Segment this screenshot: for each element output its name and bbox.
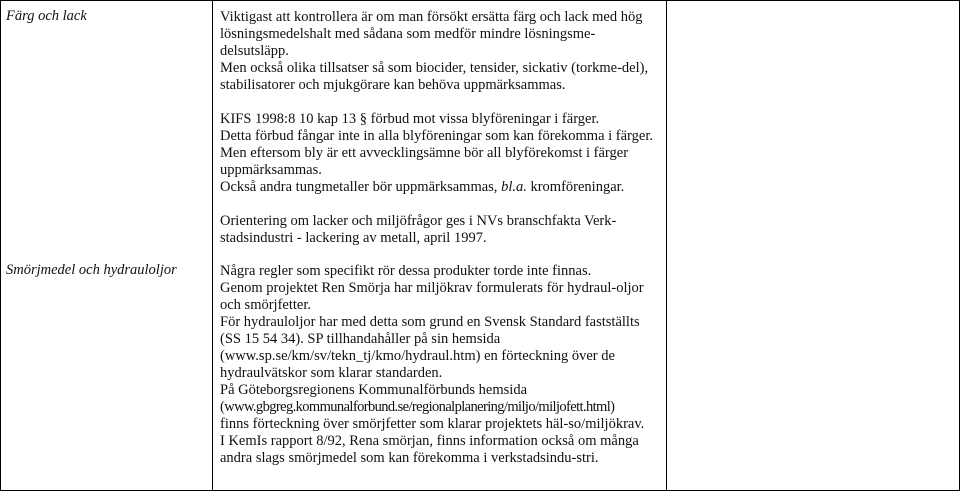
paint-para-6 bbox=[220, 179, 660, 196]
table-border-top bbox=[0, 0, 960, 1]
category-paint-lacquer: Färg och lack bbox=[6, 8, 87, 24]
paint-para-1: Viktigast att kontrollera är om man försökt ersätta färg och lack med hög lösningsmedelshalt med sådana som medför mindre lösningsme-delsutsläpp. bbox=[220, 9, 643, 59]
column-divider-1 bbox=[212, 0, 213, 491]
lubricants-para-3: För hydrauloljor har med detta som grund en Svensk Standard fastställts (SS 15 54 34). SP tillhandahåller på sin hemsida (www.sp.se/km/sv/tekn_tj/kmo/hydraul.htm) en förteckning över de hydraulvätskor som klarar standarden. bbox=[220, 314, 640, 381]
table-border-left bbox=[0, 0, 1, 491]
paint-para-4: Detta förbud fångar inte in alla blyföreningar som kan förekomma i färger. bbox=[220, 128, 653, 144]
category-lubricants-hydraulic-oils: Smörjmedel och hydrauloljor bbox=[6, 262, 177, 278]
paint-para-3: KIFS 1998:8 10 kap 13 § förbud mot vissa blyföreningar i färger. bbox=[220, 111, 600, 127]
paint-para-2: Men också olika tillsatser så som biocider, tensider, sickativ (torkme-del), stabilisatorer och mjukgörare kan behöva uppmärksammas. bbox=[220, 60, 649, 93]
paint-para-6-em: bl.a. bbox=[501, 179, 527, 195]
lubricants-para-4-url: (www.gbgreg.kommunalforbund.se/regionalplanering/miljo/miljofett.html) bbox=[220, 399, 615, 415]
lubricants-para-4-end: finns förteckning över smörjfetter som klarar projektets häl-so/miljökrav. bbox=[220, 416, 645, 432]
column-divider-2 bbox=[666, 0, 667, 491]
paint-para-6-end: kromföreningar. bbox=[526, 179, 625, 195]
lubricants-section bbox=[220, 263, 660, 467]
paint-para-5: Men eftersom bly är ett avvecklingsämne bör all blyförekomst i färger uppmärksammas. bbox=[220, 145, 629, 178]
lubricants-para-4: På Göteborgsregionens Kommunalförbunds hemsida bbox=[220, 382, 528, 398]
paint-para-7: Orientering om lacker och miljöfrågor ges i NVs branschfakta Verk-stadsindustri - lackering av metall, april 1997. bbox=[220, 213, 617, 246]
paint-section bbox=[220, 9, 660, 247]
paint-para-6-text: Också andra tungmetaller bör uppmärksammas, bbox=[220, 179, 502, 195]
lubricants-para-2: Genom projektet Ren Smörja har miljökrav formulerats för hydraul-oljor och smörjfetter. bbox=[220, 280, 644, 313]
lubricants-para-5: I KemIs rapport 8/92, Rena smörjan, finns information också om många andra slags smörjmedel som kan förekomma i verkstadsindu-stri. bbox=[220, 433, 639, 466]
lubricants-para-1: Några regler som specifikt rör dessa produkter torde inte finnas. bbox=[220, 263, 592, 279]
